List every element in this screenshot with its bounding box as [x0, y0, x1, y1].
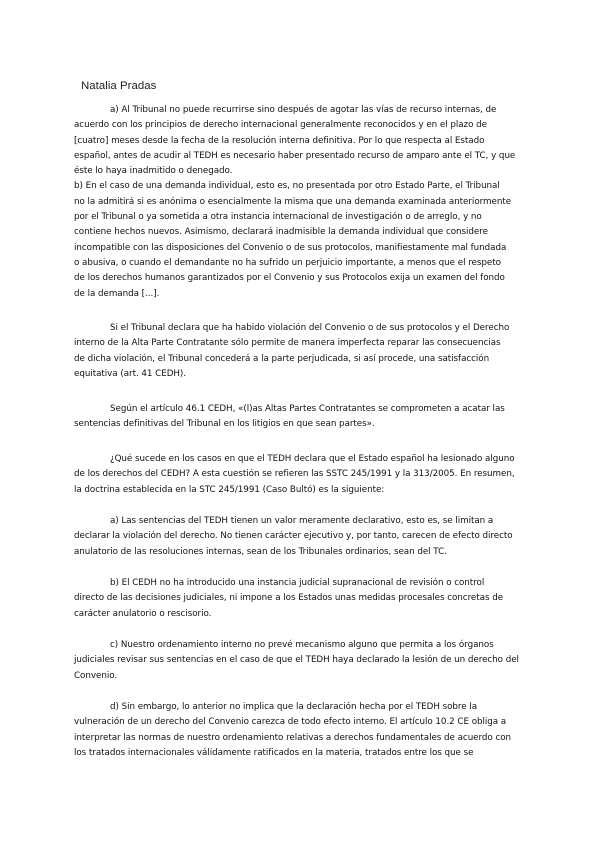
- text-line: ¿Qué sucede en los casos en que el TEDH declara que el Estado español ha lesionado alguno: [110, 454, 515, 464]
- text-line: a) Al Tribunal no puede recurrirse sino después de agotar las vías de recurso internas, de: [110, 105, 497, 115]
- text-line: declarar la violación del derecho. No tienen carácter ejecutivo y, por tanto, carecen de efecto directo: [74, 531, 513, 542]
- text-line: interno de la Alta Parte Contratante sólo permite de manera imperfecta reparar las consecuencias: [74, 338, 501, 349]
- text-line: por el Tribunal o ya sometida a otra instancia internacional de investigación o de arreglo, y no: [74, 212, 482, 223]
- text-line: b) En el caso de una demanda individual, esto es, no presentada por otro Estado Parte, el Tribunal: [74, 181, 500, 192]
- text-line: acuerdo con los principios de derecho internacional generalmente reconocidos y en el plazo de: [74, 120, 487, 131]
- text-line: contiene hechos nuevos. Asimismo, declarará inadmisible la demanda individual que considere: [74, 227, 488, 238]
- paragraph-question: [74, 452, 532, 498]
- text-line: d) Sin embargo, lo anterior no implica que la declaración hecha por el TEDH sobre la: [110, 702, 478, 712]
- text-line: carácter anulatorio o rescisorio.: [74, 608, 212, 619]
- text-line: la doctrina establecida en la STC 245/1991 (Caso Bultó) es la siguiente:: [74, 484, 385, 495]
- text-line: no la admitirá si es anónima o esencialmente la misma que una demanda examinada anteriormente: [74, 196, 512, 207]
- text-line: c) Nuestro ordenamiento interno no prevé mecanismo alguno que permita a los órganos: [110, 640, 494, 650]
- text-line: o abusiva, o cuando el demandante no ha sufrido un perjuicio importante, a menos que el respeto: [74, 257, 501, 268]
- text-line: judiciales revisar sus sentencias en el caso de que el TEDH haya declarado la lesión de un derecho del: [74, 655, 519, 666]
- paragraph-point-c: [74, 638, 532, 684]
- paragraph-admissibility: [74, 103, 532, 302]
- text-line: español, antes de acudir al TEDH es necesario haber presentado recurso de amparo ante el TC, y que: [74, 150, 516, 161]
- text-line: anulatorio de las resoluciones internas, sean de los Tribunales ordinarios, sean del TC.: [74, 546, 447, 557]
- text-line: equitativa (art. 41 CEDH).: [74, 368, 187, 379]
- text-line: incompatible con las disposiciones del Convenio o de sus protocolos, manifiestamente mal fundada: [74, 242, 507, 253]
- text-line: de dicha violación, el Tribunal concederá a la parte perjudicada, si así procede, una satisfacción: [74, 353, 490, 364]
- text-line: a) Las sentencias del TEDH tienen un valor meramente declarativo, esto es, se limitan a: [110, 516, 494, 526]
- text-line: de la demanda [...].: [74, 288, 160, 299]
- author-name: Natalia Pradas: [81, 80, 157, 92]
- text-line: Convenio.: [74, 670, 118, 681]
- text-line: sentencias definitivas del Tribunal en los litigios en que sean partes».: [74, 419, 375, 430]
- text-line: vulneración de un derecho del Convenio carezca de todo efecto interno. El artículo 10.2 CE obliga a: [74, 717, 507, 728]
- paragraph-point-b: [74, 576, 532, 622]
- text-line: Según el artículo 46.1 CEDH, «(l)as Altas Partes Contratantes se comprometen a acatar las: [110, 404, 505, 414]
- paragraph-point-d: [74, 700, 532, 761]
- text-line: de los derechos humanos garantizados por el Convenio y sus Protocolos exija un examen del fondo: [74, 273, 505, 284]
- text-line: [cuatro] meses desde la fecha de la resolución interna definitiva. Por lo que respecta al Estado: [74, 135, 485, 146]
- paragraph-article-46: [74, 402, 532, 433]
- text-line: éste lo haya inadmitido o denegado.: [74, 166, 233, 177]
- text-line: de los derechos del CEDH? A esta cuestión se refieren las SSTC 245/1991 y la 313/2005. En resumen,: [74, 469, 515, 480]
- text-line: interpretar las normas de nuestro ordenamiento relativas a derechos fundamentales de acuerdo con: [74, 732, 512, 743]
- paragraph-point-a: [74, 514, 532, 560]
- paragraph-violation: [74, 321, 532, 382]
- text-line: los tratados internacionales válidamente ratificados en la materia, tratados entre los que se: [74, 747, 474, 758]
- text-line: directo de las decisiones judiciales, ni impone a los Estados unas medidas procesales concretas de: [74, 593, 504, 604]
- text-line: Si el Tribunal declara que ha habido violación del Convenio o de sus protocolos y el Derecho: [110, 323, 510, 333]
- text-line: b) El CEDH no ha introducido una instancia judicial supranacional de revisión o control: [110, 578, 485, 588]
